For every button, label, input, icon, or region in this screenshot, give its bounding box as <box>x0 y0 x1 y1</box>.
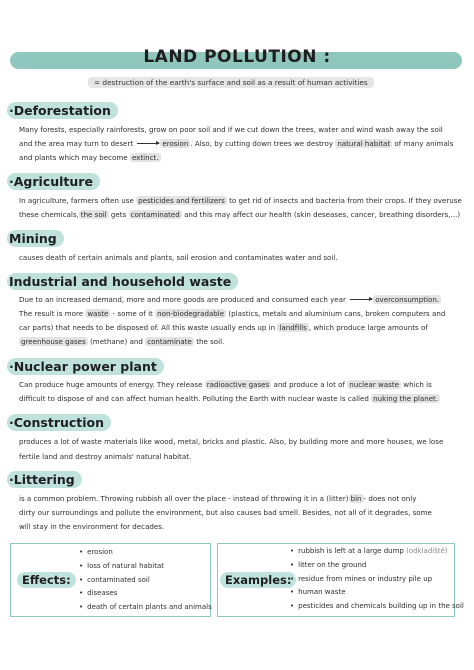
examples-label: Examples: <box>220 572 296 588</box>
definition: = destruction of the earth's surface and soil as a result of human activities <box>88 77 374 88</box>
construction-line-2: fertile land and destroy animals' natural habitat. <box>19 452 192 461</box>
agriculture-line-1: In agriculture, farmers often use pesticides and fertilizers to get rid of insects and bacteria from their crops. If they overuse <box>19 196 462 205</box>
list-item: • litter on the ground <box>290 559 464 573</box>
list-item: • diseases <box>79 587 212 601</box>
heading-industrial-waste: Industrial and household waste <box>7 273 238 290</box>
nuclear-line-2: difficult to dispose of and can affect human health. Polluting the Earth with nuclear waste is called nuking the planet. <box>19 394 439 403</box>
nuclear-line-1: Can produce huge amounts of energy. They release radioactive gases and produce a lot of nuclear waste which is <box>19 380 432 389</box>
list-item: • pesticides and chemicals building up in the soil <box>290 600 464 614</box>
industrial-line-2: The result is more waste - some of it non-biodegradable (plastics, metals and aluminium cans, broken computers and <box>19 309 446 318</box>
deforestation-line-1: Many forests, especially rainforests, grow on poor soil and if we cut down the trees, water and wind wash away the soil <box>19 125 443 134</box>
examples-list <box>290 545 464 614</box>
littering-line-3: will stay in the environment for decades. <box>19 522 165 531</box>
arrow-icon <box>350 299 372 300</box>
agriculture-line-2: these chemicals, the soil gets contaminated and this may affect our health (skin deseases, cancer, breathing disorders,...) <box>19 210 461 219</box>
deforestation-line-2: and the area may turn to desert erosion . Also, by cutting down trees we destroy natural habitat of many animals <box>19 139 454 148</box>
list-item: • residue from mines or industry pile up <box>290 573 464 587</box>
littering-line-2: dirty our surroundings and pollute the environment, but also causes bad smell. Besides, not all of it degrades, some <box>19 508 432 517</box>
arrow-icon <box>137 143 159 144</box>
industrial-line-3: car parts) that needs to be disposed of. All this waste usually ends up in landfills , which produce large amounts of <box>19 323 428 332</box>
industrial-line-1: Due to an increased demand, more and more goods are produced and consumed each year overconsumption. <box>19 295 440 304</box>
effects-box <box>10 543 211 617</box>
heading-agriculture: ·Agriculture <box>7 173 100 190</box>
industrial-line-4: greenhouse gases (methane) and contaminate the soil. <box>21 337 225 346</box>
list-item: • loss of natural habitat <box>79 560 212 574</box>
mining-line-1: causes death of certain animals and plants, soil erosion and contaminates water and soil. <box>19 253 338 262</box>
list-item: • contaminated soil <box>79 574 212 588</box>
examples-box <box>217 543 464 617</box>
list-item: • rubbish is left at a large dump (odkladiště) <box>290 545 464 559</box>
page-title: LAND POLLUTION : <box>143 47 331 67</box>
heading-littering: ·Littering <box>7 471 82 488</box>
heading-deforestation: ·Deforestation <box>7 102 118 119</box>
list-item: • human waste <box>290 586 464 600</box>
heading-mining: Mining <box>7 230 64 247</box>
heading-construction: ·Construction <box>7 414 111 431</box>
effects-list <box>79 546 212 615</box>
deforestation-line-3: and plants which may become extinct. <box>19 153 159 162</box>
list-item: • death of certain plants and animals <box>79 601 212 615</box>
construction-line-1: produces a lot of waste materials like wood, metal, bricks and plastic. Also, by building more and more houses, we lose <box>19 437 444 446</box>
list-item: • erosion <box>79 546 212 560</box>
heading-nuclear-power-plant: ·Nuclear power plant <box>7 358 164 375</box>
littering-line-1: is a common problem. Throwing rubbish all over the place - instead of throwing it in a (litter) bin - does not only <box>19 494 417 503</box>
effects-label: Effects: <box>17 572 76 588</box>
